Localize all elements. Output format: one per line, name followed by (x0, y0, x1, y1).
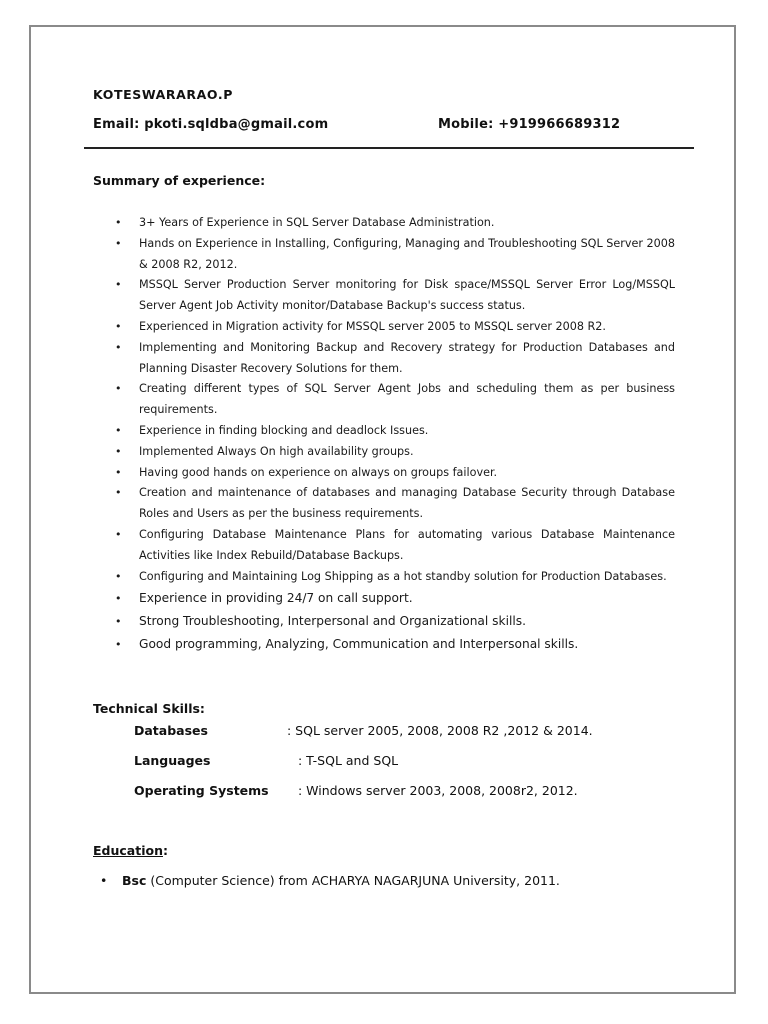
bullet-glyph: • (115, 444, 122, 458)
bullet-glyph: • (115, 569, 122, 583)
skill-value-languages: : T-SQL and SQL (298, 753, 399, 768)
bullet-glyph: • (115, 615, 122, 629)
summary-item: • Implementing and Monitoring Backup and Recovery strategy for Production Databases and Planning Disaster Recovery Solutions for them. (93, 338, 675, 380)
summary-item: • Good programming, Analyzing, Communication and Interpersonal skills. (93, 633, 675, 656)
summary-item: • Experience in providing 24/7 on call support. (93, 587, 675, 610)
bullet-glyph: • (115, 340, 122, 354)
summary-item: • Configuring Database Maintenance Plans for automating various Database Maintenance Activities like Index Rebuild/Database Backups. (93, 525, 675, 567)
bullet-glyph: • (100, 873, 108, 888)
skill-row-databases (134, 723, 593, 738)
summary-item: • Implemented Always On high availability groups. (93, 442, 675, 463)
bullet-glyph: • (115, 382, 122, 396)
summary-item: • Strong Troubleshooting, Interpersonal and Organizational skills. (93, 610, 675, 633)
summary-item: • Having good hands on experience on always on groups failover. (93, 463, 675, 484)
summary-item: • Configuring and Maintaining Log Shipping as a hot standby solution for Production Databases. (93, 567, 675, 588)
education-heading: Education: (93, 843, 168, 858)
skill-value-databases: : SQL server 2005, 2008, 2008 R2 ,2012 & 2014. (287, 723, 593, 738)
summary-heading: Summary of experience: (93, 173, 266, 188)
summary-item: • Experience in finding blocking and deadlock Issues. (93, 421, 675, 442)
summary-item: • Creation and maintenance of databases and managing Database Security through Database Roles and Users as per the business requirements. (93, 483, 675, 525)
bullet-glyph: • (115, 486, 122, 500)
header-divider (84, 147, 694, 149)
bullet-glyph: • (115, 216, 122, 229)
degree-name: Bsc (122, 873, 147, 888)
summary-list (93, 213, 675, 656)
skill-row-operating-systems (134, 783, 578, 798)
summary-item: • Creating different types of SQL Server Agent Jobs and scheduling them as per business requirements. (93, 379, 675, 421)
skill-label-languages: Languages (134, 753, 211, 768)
skill-label-operating-systems: Operating Systems (134, 783, 269, 798)
bullet-glyph: • (115, 423, 122, 437)
skill-row-languages (134, 753, 399, 768)
bullet-glyph: • (115, 319, 122, 333)
candidate-name: KOTESWARARAO.P (93, 87, 233, 102)
bullet-glyph: • (115, 527, 122, 541)
education-item (100, 873, 560, 888)
mobile-line: Mobile: +919966689312 (438, 117, 621, 132)
bullet-glyph: • (115, 278, 122, 292)
skill-label-databases: Databases (134, 723, 208, 738)
summary-item: • Experienced in Migration activity for MSSQL server 2005 to MSSQL server 2008 R2. (93, 317, 675, 338)
degree-detail: (Computer Science) from ACHARYA NAGARJUNA University, 2011. (146, 873, 560, 888)
summary-item: • Hands on Experience in Installing, Configuring, Managing and Troubleshooting SQL Server 2008 & 2008 R2, 2012. (93, 234, 675, 276)
summary-item: • 3+ Years of Experience in SQL Server Database Administration. (93, 213, 675, 234)
technical-skills-heading: Technical Skills: (93, 701, 205, 716)
bullet-glyph: • (115, 638, 122, 652)
skill-value-operating-systems: : Windows server 2003, 2008, 2008r2, 2012. (298, 783, 578, 798)
bullet-glyph: • (115, 236, 122, 250)
bullet-glyph: • (115, 592, 122, 606)
summary-item: • MSSQL Server Production Server monitoring for Disk space/MSSQL Server Error Log/MSSQL Server Agent Job Activity monitor/Database Backup's success status. (93, 275, 675, 317)
bullet-glyph: • (115, 465, 122, 479)
email-line: Email: pkoti.sqldba@gmail.com (93, 117, 329, 132)
